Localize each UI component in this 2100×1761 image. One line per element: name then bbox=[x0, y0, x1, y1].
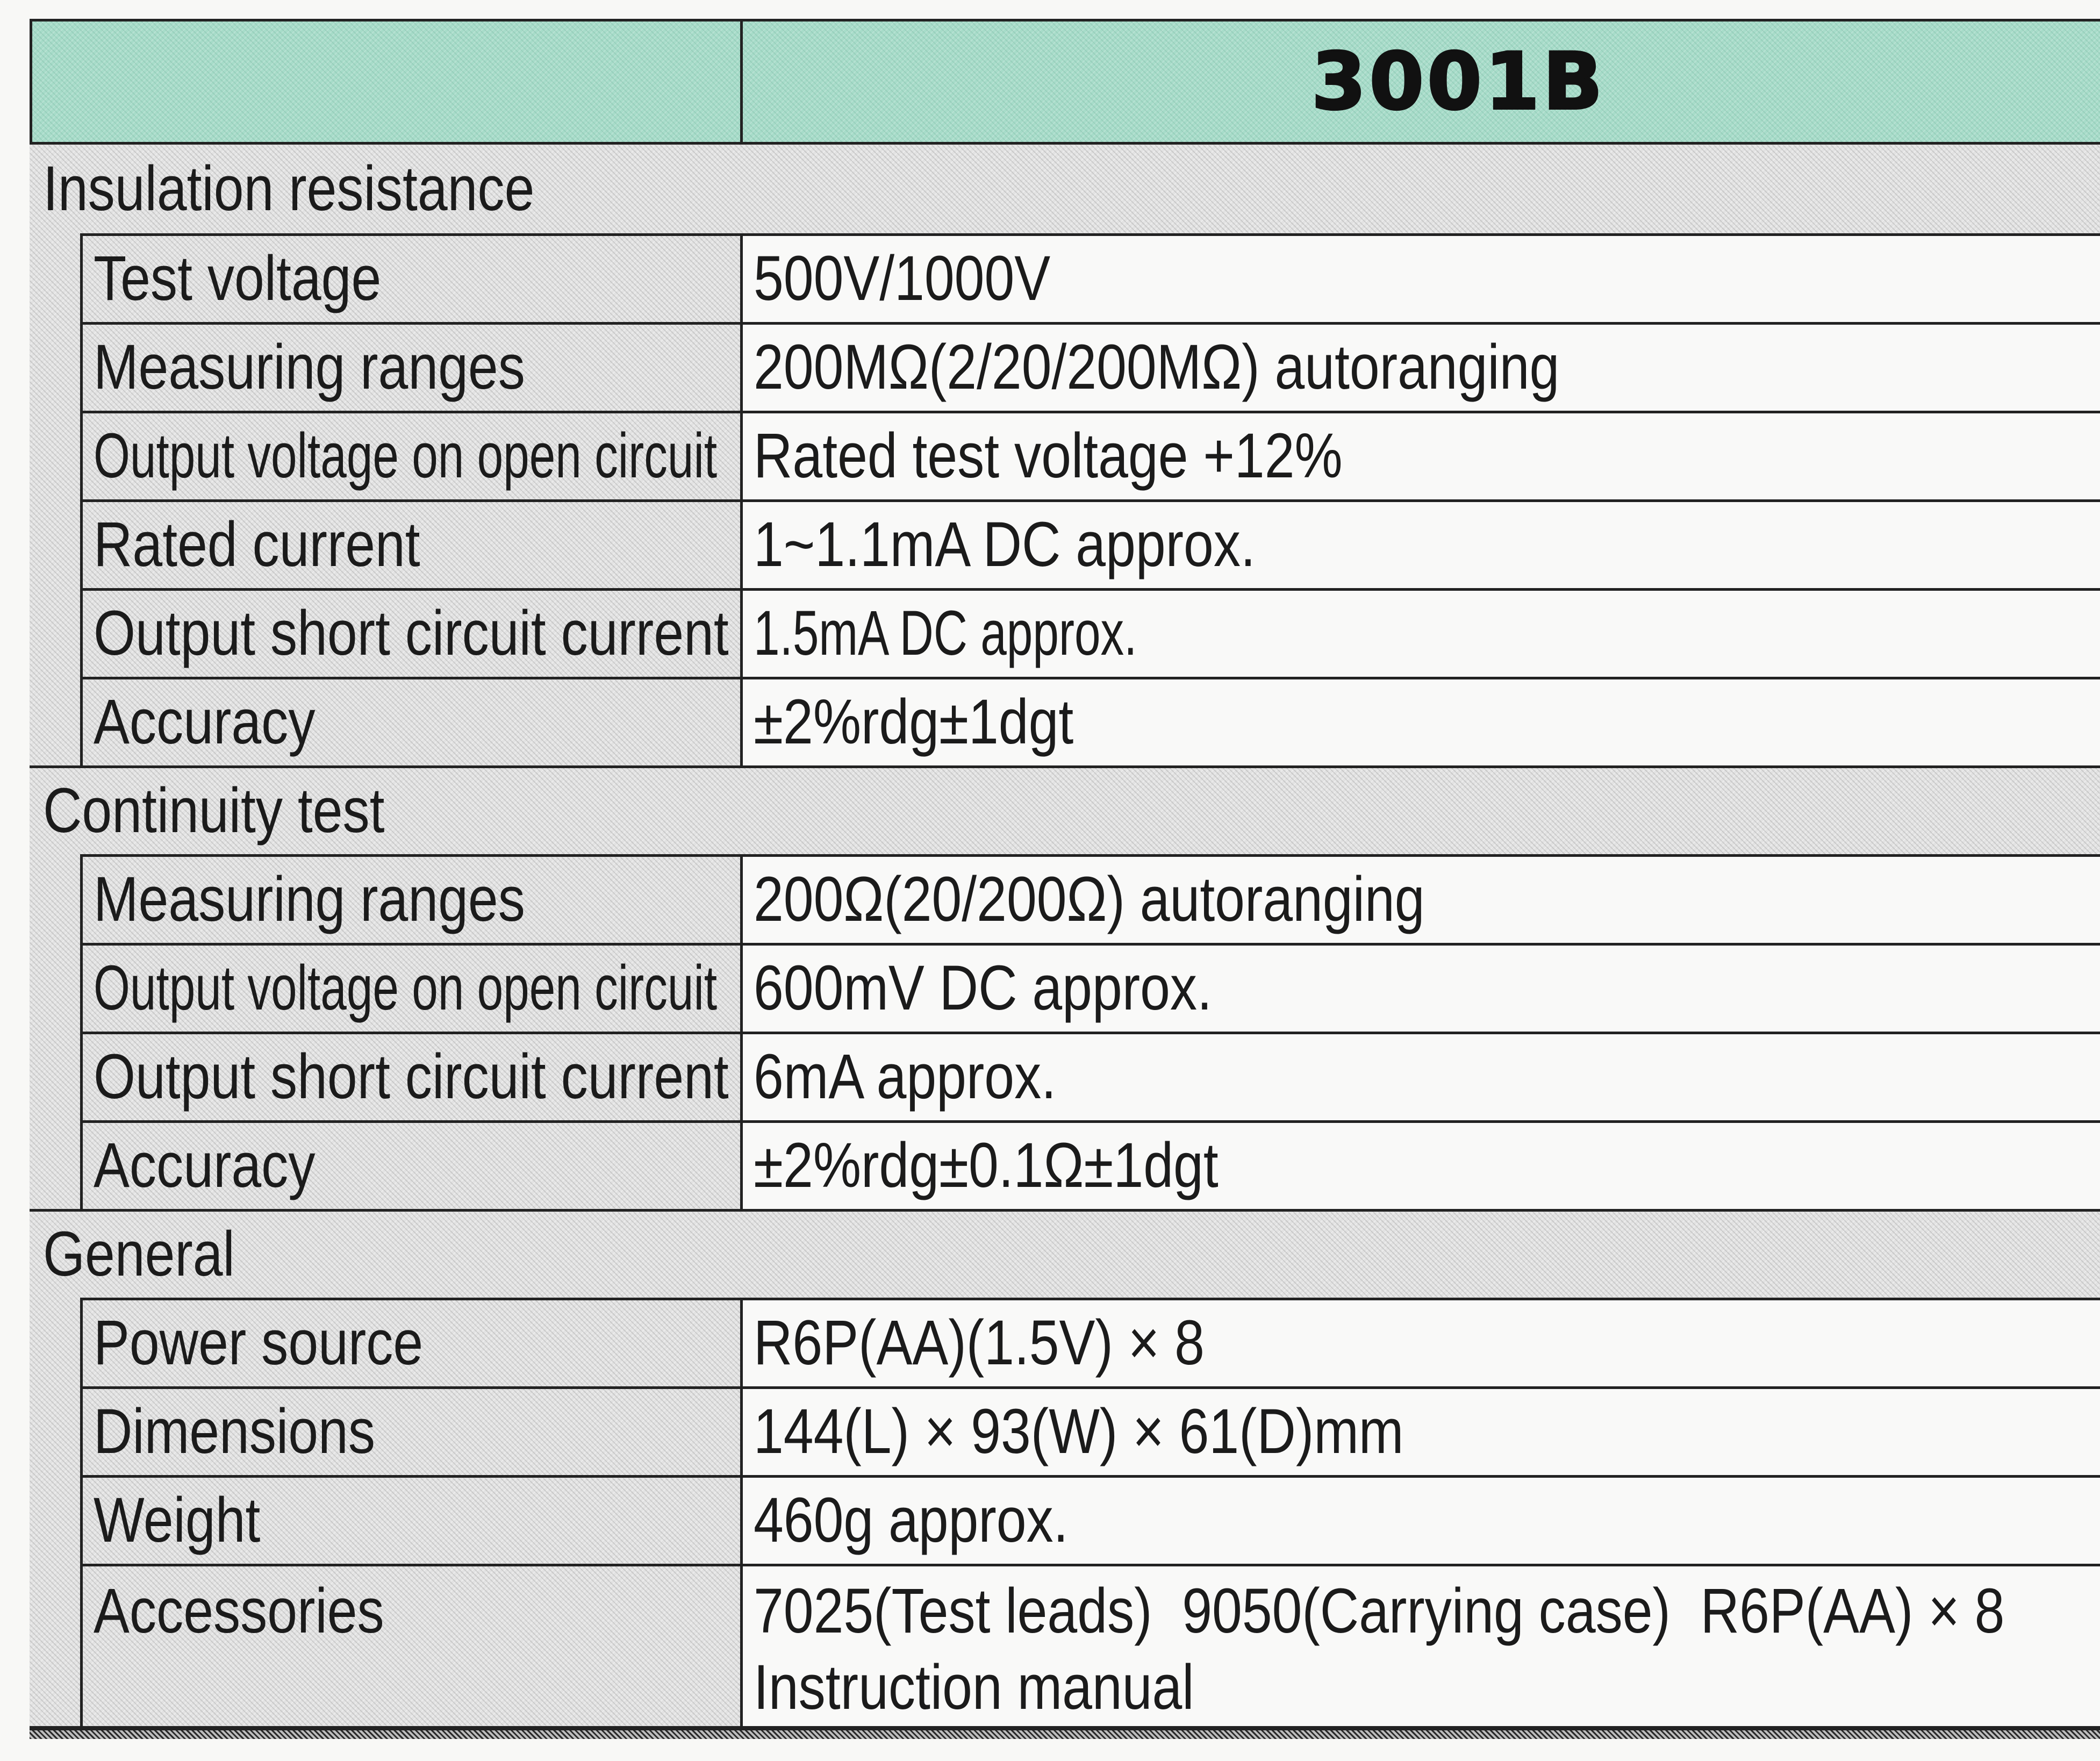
value-accessories-line-1: 7025(Test leads) 9050(Carrying case) R6P(AA) × 8 bbox=[754, 1576, 2005, 1647]
value-dimensions: 144(L) × 93(W) × 61(D)mm bbox=[754, 1396, 1404, 1468]
value-insulation-accuracy: ±2%rdg±1dgt bbox=[754, 686, 1074, 758]
value-cell bbox=[740, 857, 2100, 943]
value-continuity-measuring-ranges: 200Ω(20/200Ω) autoranging bbox=[754, 864, 1425, 935]
value-cell bbox=[740, 1566, 2100, 1726]
label-output-short-circuit-current: Output short circuit current bbox=[94, 1041, 729, 1113]
row-continuity-open-circuit-voltage bbox=[80, 943, 2100, 1032]
value-cell bbox=[740, 1300, 2100, 1386]
value-cell bbox=[740, 1389, 2100, 1475]
value-cell bbox=[740, 679, 2100, 765]
label-output-short-circuit-current: Output short circuit current bbox=[94, 598, 729, 669]
label-cell bbox=[80, 502, 740, 588]
label-cell bbox=[80, 325, 740, 411]
label-power-source: Power source bbox=[94, 1307, 424, 1379]
value-accessories-line-2: Instruction manual bbox=[754, 1652, 1194, 1723]
accessories-line-1 bbox=[754, 1573, 2100, 1649]
value-cell bbox=[740, 591, 2100, 677]
label-accuracy: Accuracy bbox=[94, 1130, 316, 1201]
row-continuity-accuracy bbox=[80, 1120, 2100, 1209]
value-insulation-short-circuit-current: 1.5mA DC approx. bbox=[754, 598, 1137, 669]
section-insulation-resistance bbox=[30, 145, 2100, 765]
value-cell bbox=[740, 1034, 2100, 1120]
value-rated-current: 1~1.1mA DC approx. bbox=[754, 509, 1256, 581]
value-continuity-accuracy: ±2%rdg±0.1Ω±1dgt bbox=[754, 1130, 1219, 1201]
table-bottom-hatch bbox=[30, 1730, 2100, 1739]
row-power-source bbox=[80, 1298, 2100, 1386]
label-cell bbox=[80, 679, 740, 765]
spec-table bbox=[30, 19, 2100, 1739]
section-rows bbox=[80, 1298, 2100, 1726]
value-continuity-open-circuit-voltage: 600mV DC approx. bbox=[754, 953, 1212, 1024]
value-cell bbox=[740, 413, 2100, 499]
section-title-text: General bbox=[43, 1219, 235, 1290]
row-insulation-short-circuit-current bbox=[80, 588, 2100, 677]
section-title-insulation-resistance bbox=[30, 145, 2100, 233]
label-cell bbox=[80, 1389, 740, 1475]
label-cell bbox=[80, 591, 740, 677]
value-weight: 460g approx. bbox=[754, 1485, 1069, 1556]
label-cell bbox=[80, 236, 740, 322]
value-cell bbox=[740, 946, 2100, 1032]
label-cell bbox=[80, 413, 740, 499]
section-title-general bbox=[30, 1209, 2100, 1298]
label-accessories: Accessories bbox=[94, 1576, 384, 1647]
label-cell bbox=[80, 1300, 740, 1386]
section-title-text: Insulation resistance bbox=[43, 153, 535, 224]
value-continuity-short-circuit-current: 6mA approx. bbox=[754, 1041, 1057, 1113]
row-rated-current bbox=[80, 499, 2100, 588]
row-test-voltage bbox=[80, 233, 2100, 322]
section-general bbox=[30, 1209, 2100, 1726]
label-output-voltage-open-circuit: Output voltage on open circuit bbox=[94, 953, 718, 1024]
value-cell bbox=[740, 1123, 2100, 1209]
section-rows bbox=[80, 854, 2100, 1209]
label-cell bbox=[80, 1566, 740, 1726]
label-measuring-ranges: Measuring ranges bbox=[94, 864, 525, 935]
value-cell bbox=[740, 1478, 2100, 1564]
label-output-voltage-open-circuit: Output voltage on open circuit bbox=[94, 420, 718, 492]
label-measuring-ranges: Measuring ranges bbox=[94, 332, 525, 403]
value-test-voltage: 500V/1000V bbox=[754, 243, 1051, 314]
row-dimensions bbox=[80, 1386, 2100, 1475]
label-cell bbox=[80, 1123, 740, 1209]
row-insulation-accuracy bbox=[80, 677, 2100, 765]
value-cell bbox=[740, 325, 2100, 411]
section-continuity-test bbox=[30, 765, 2100, 1209]
row-accessories bbox=[80, 1564, 2100, 1726]
value-cell bbox=[740, 236, 2100, 322]
value-power-source: R6P(AA)(1.5V) × 8 bbox=[754, 1307, 1205, 1379]
section-title-text: Continuity test bbox=[43, 775, 385, 847]
label-cell bbox=[80, 1034, 740, 1120]
value-insulation-measuring-ranges: 200MΩ(2/20/200MΩ) autoranging bbox=[754, 332, 1560, 403]
model-header-cell bbox=[743, 22, 2100, 142]
row-continuity-short-circuit-current bbox=[80, 1032, 2100, 1120]
section-title-continuity-test bbox=[30, 765, 2100, 854]
row-continuity-measuring-ranges bbox=[80, 854, 2100, 943]
label-cell bbox=[80, 1478, 740, 1564]
label-accuracy: Accuracy bbox=[94, 686, 316, 758]
row-weight bbox=[80, 1475, 2100, 1564]
row-insulation-measuring-ranges bbox=[80, 322, 2100, 411]
label-rated-current: Rated current bbox=[94, 509, 420, 581]
label-weight: Weight bbox=[94, 1485, 261, 1556]
model-header-row bbox=[30, 19, 2100, 145]
accessories-line-2 bbox=[754, 1649, 2100, 1726]
label-dimensions: Dimensions bbox=[94, 1396, 375, 1468]
model-name: 3001B bbox=[1311, 36, 1606, 127]
table-bottom-rule bbox=[30, 1726, 2100, 1730]
label-cell bbox=[80, 857, 740, 943]
label-test-voltage: Test voltage bbox=[94, 243, 382, 314]
section-rows bbox=[80, 233, 2100, 765]
label-cell bbox=[80, 946, 740, 1032]
value-insulation-open-circuit-voltage: Rated test voltage +12% bbox=[754, 420, 1343, 492]
header-blank-cell bbox=[32, 22, 743, 142]
row-insulation-open-circuit-voltage bbox=[80, 411, 2100, 499]
value-cell bbox=[740, 502, 2100, 588]
